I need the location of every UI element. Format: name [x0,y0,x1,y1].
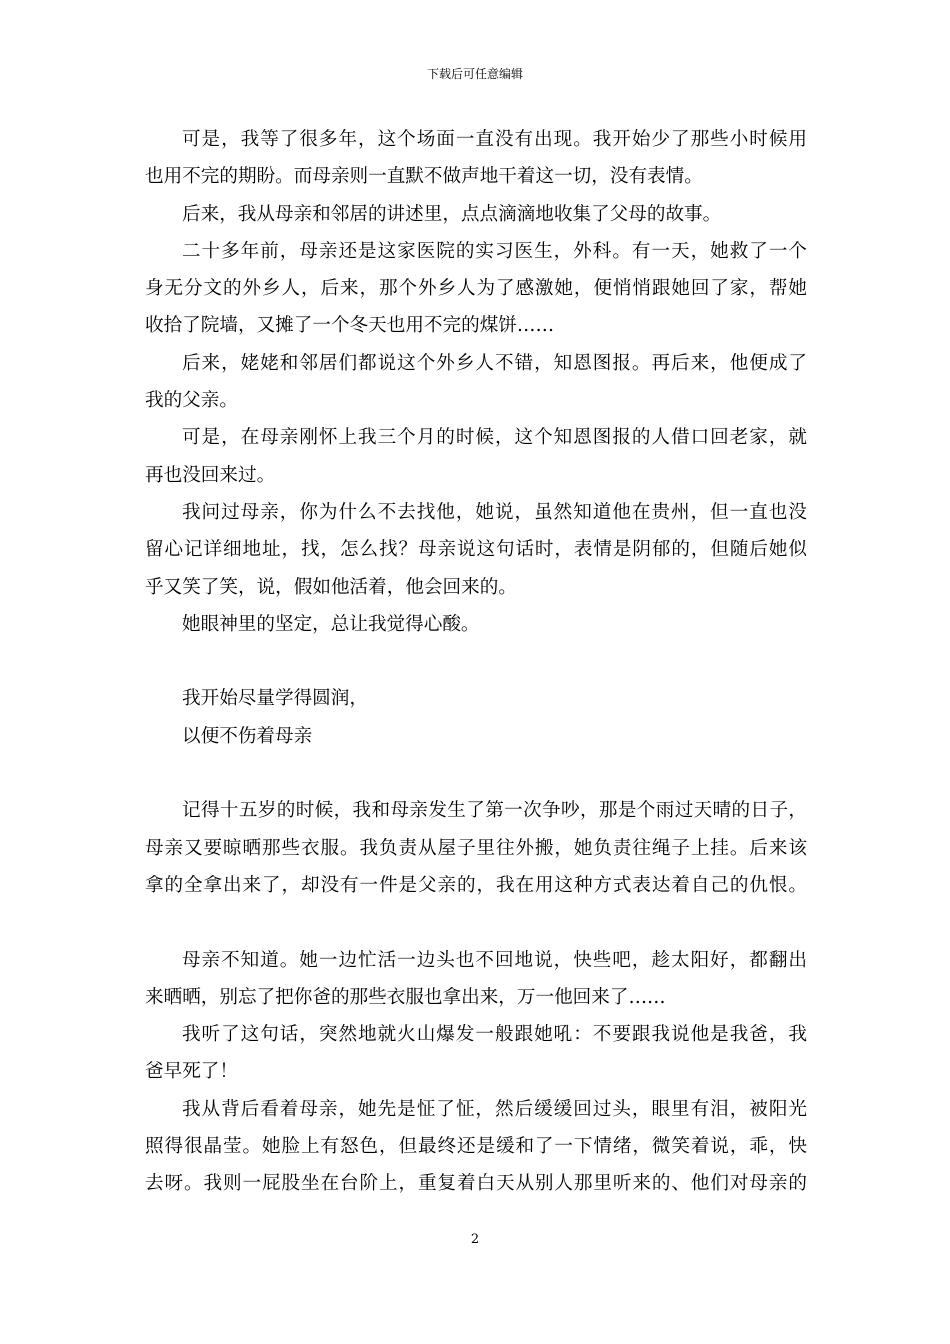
blank-line [145,755,807,792]
text-line: 留心记详细地址，找，怎么找？母亲说这句话时，表情是阴郁的，但随后她似 [145,539,807,561]
text-line: 我的父亲。 [145,390,238,412]
text-line: 后来，我从母亲和邻居的讲述里，点点滴滴地收集了父母的故事。 [182,203,722,225]
text-line: 爸早死了！ [145,1061,238,1083]
text-line: 可是，在母亲刚怀上我三个月的时候，这个知恩图报的人借口回老家，就 [182,427,807,449]
text-line: 拿的全拿出来了，却没有一件是父亲的，我在用这种方式表达着自己的仇恨。 [145,874,807,896]
text-line: 母亲不知道。她一边忙活一边头也不回地说，快些吧，趁太阳好，都翻出 [182,949,807,971]
text-line: 后来，姥姥和邻居们都说这个外乡人不错，知恩图报。再后来，他便成了 [182,352,807,374]
text-line: 身无分文的外乡人，后来，那个外乡人为了感激她，便悄悄跟她回了家，帮她 [145,278,807,300]
text-line: 我听了这句话，突然地就火山爆发一般跟她吼：不要跟我说他是我爸，我 [182,1024,807,1046]
blank-line [145,643,807,680]
text-line: 也用不完的期盼。而母亲则一直默不做声地干着这一切，没有表情。 [145,166,703,188]
text-line: 去呀。我则一屁股坐在台阶上，重复着白天从别人那里听来的、他们对母亲的 [145,1173,807,1195]
text-line: 乎又笑了笑，说，假如他活着，他会回来的。 [145,576,517,598]
text-line: 她眼神里的坚定，总让我觉得心酸。 [182,613,480,635]
text-line: 记得十五岁的时候，我和母亲发生了第一次争吵，那是个雨过天晴的日子， [182,800,807,822]
text-line: 再也没回来过。 [145,464,276,486]
body-text [145,121,807,1203]
text-line: 二十多年前，母亲还是这家医院的实习医生，外科。有一天，她救了一个 [182,240,807,262]
text-line: 我问过母亲，你为什么不去找他，她说，虽然知道他在贵州，但一直也没 [182,501,807,523]
blank-line [145,904,807,941]
text-line: 我开始尽量学得圆润， [182,688,368,710]
text-line: 母亲又要晾晒那些衣服。我负责从屋子里往外搬，她负责往绳子上挂。后来该 [145,837,807,859]
page-number: 2 [470,1232,480,1247]
text-line: 以便不伤着母亲 [182,725,313,747]
text-line: 照得很晶莹。她脸上有怒色，但最终还是缓和了一下情绪，微笑着说，乖，快 [145,1136,807,1158]
text-line: 来晒晒，别忘了把你爸的那些衣服也拿出来，万一他回来了…… [145,986,666,1008]
text-line: 可是，我等了很多年，这个场面一直没有出现。我开始少了那些小时候用 [182,129,807,150]
page-header: 下载后可任意编辑 [426,67,523,81]
text-line: 收拾了院墙，又摊了一个冬天也用不完的煤饼…… [145,315,555,337]
text-line: 我从背后看着母亲，她先是怔了怔，然后缓缓回过头，眼里有泪，被阳光 [182,1098,807,1120]
